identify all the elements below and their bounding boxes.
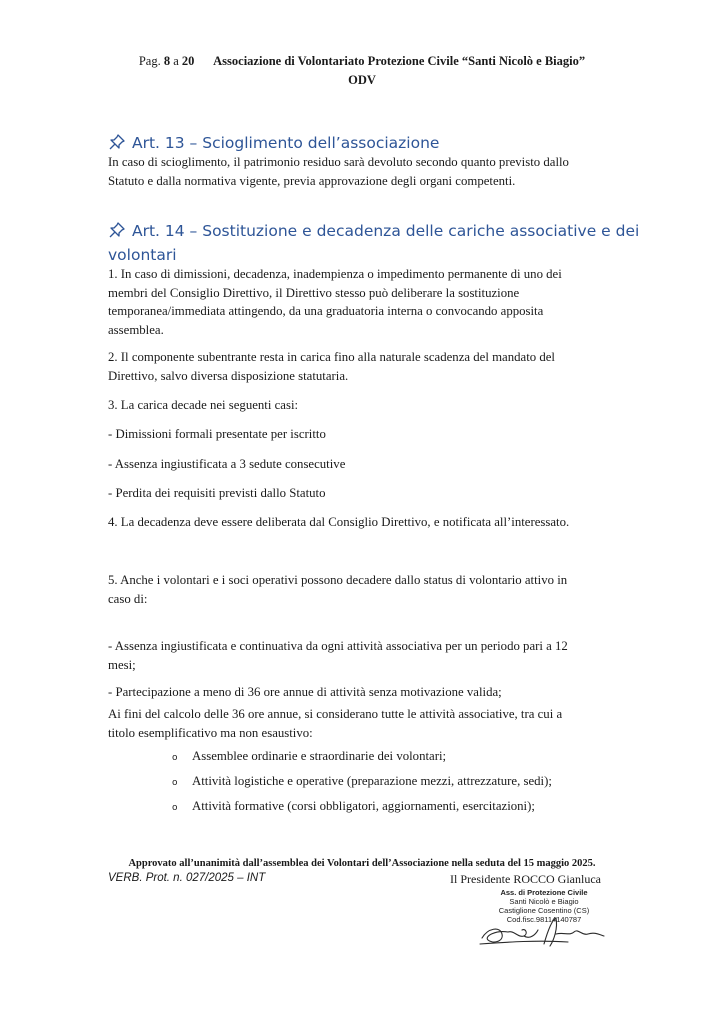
text-line: 1. In caso di dimissioni, decadenza, inadempienza o impedimento permanente di uno dei [108,267,562,281]
art14-paragraph-4: 4. La decadenza deve essere deliberata dal Consiglio Direttivo, e notificata all’interessato. [108,515,570,529]
art14-heading-cont: volontari [108,246,177,264]
text-line: mesi; [108,657,136,672]
text-line: caso di: [108,591,148,606]
handwritten-signature [478,910,608,950]
art14-heading [108,219,639,246]
art14-paragraph-6 [108,705,618,742]
art13-line: In caso di scioglimento, il patrimonio residuo sarà devoluto secondo quanto previsto dallo [108,155,569,169]
bullet-marker: o [172,778,178,788]
stamp-line: Castiglione Cosentino (CS) [498,906,590,915]
protocol-number: VERB. Prot. n. 027/2025 – INT [108,872,266,884]
list-item [172,797,535,817]
list-item-text: Attività formative (corsi obbligatori, aggiornamenti, esercitazioni); [192,799,535,813]
stamp-line: Ass. di Protezione Civile [500,888,588,897]
list-item-text: Assemblee ordinarie e straordinarie dei volontari; [192,749,447,763]
page-header [0,52,724,90]
text-line: temporanea/immediata attingendo, da una graduatoria interna o convocando apposita [108,304,544,318]
stamp-line: Cod.fisc.98114140787 [506,915,582,924]
approval-note: Approvato all’unanimità dall’assemblea dei Volontari dell’Associazione nella seduta del 15 maggio 2025. [128,858,596,869]
volunteer-exclusion-item: - Partecipazione a meno di 36 ore annue di attività senza motivazione valida; [108,685,502,699]
org-name: Associazione di Volontariato Protezione Civile “Santi Nicolò e Biagio” [213,54,586,68]
text-line: 5. Anche i volontari e i soci operativi possono decadere dallo status di volontario attivo in [108,573,568,587]
list-item [172,747,446,767]
volunteer-exclusion-item [108,637,618,674]
text-line: assemblea. [108,322,164,337]
text-line: Ai fini del calcolo delle 36 ore annue, si considerano tutte le attività associative, tra cui a [108,707,563,721]
president-signature-label: Il Presidente ROCCO Gianluca [450,872,601,886]
art14-paragraph-5 [108,571,618,608]
art14-paragraph-2 [108,348,618,385]
art13-body [108,153,618,190]
bullet-marker: o [172,753,178,763]
art13-title: Art. 13 – Scioglimento dell’associazione [132,134,440,152]
decadence-item: - Dimissioni formali presentate per iscritto [108,427,326,441]
org-suffix: ODV [348,73,376,87]
text-line: 2. Il componente subentrante resta in carica fino alla naturale scadenza del mandato del [108,350,555,364]
stamp-line: Santi Nicolò e Biagio [509,897,579,906]
text-line: - Assenza ingiustificata e continuativa da ogni attività associativa per un periodo pari a 12 [108,639,568,653]
art14-paragraph-3: 3. La carica decade nei seguenti casi: [108,398,299,412]
page-label: Pag. [138,54,161,68]
text-line: membri del Consiglio Direttivo, il Direttivo stesso può deliberare la sostituzione [108,285,520,300]
page-number: 8 [163,54,171,68]
page-total: 20 [181,54,195,68]
page-of: a [173,54,179,68]
list-item-text: Attività logistiche e operative (preparazione mezzi, attrezzature, sedi); [192,774,552,788]
list-item [172,772,552,792]
art13-line: Statuto e dalla normativa vigente, previa approvazione degli organi competenti. [108,173,516,188]
text-line: Direttivo, salvo diversa disposizione statutaria. [108,368,349,383]
bullet-marker: o [172,803,178,813]
art14-title: Art. 14 – Sostituzione e decadenza delle cariche associative e dei [132,222,640,240]
text-line: titolo esemplificativo ma non esaustivo: [108,725,313,740]
decadence-item: - Assenza ingiustificata a 3 sedute consecutive [108,457,346,471]
decadence-item: - Perdita dei requisiti previsti dallo Statuto [108,486,326,500]
art14-paragraph-1 [108,265,618,339]
